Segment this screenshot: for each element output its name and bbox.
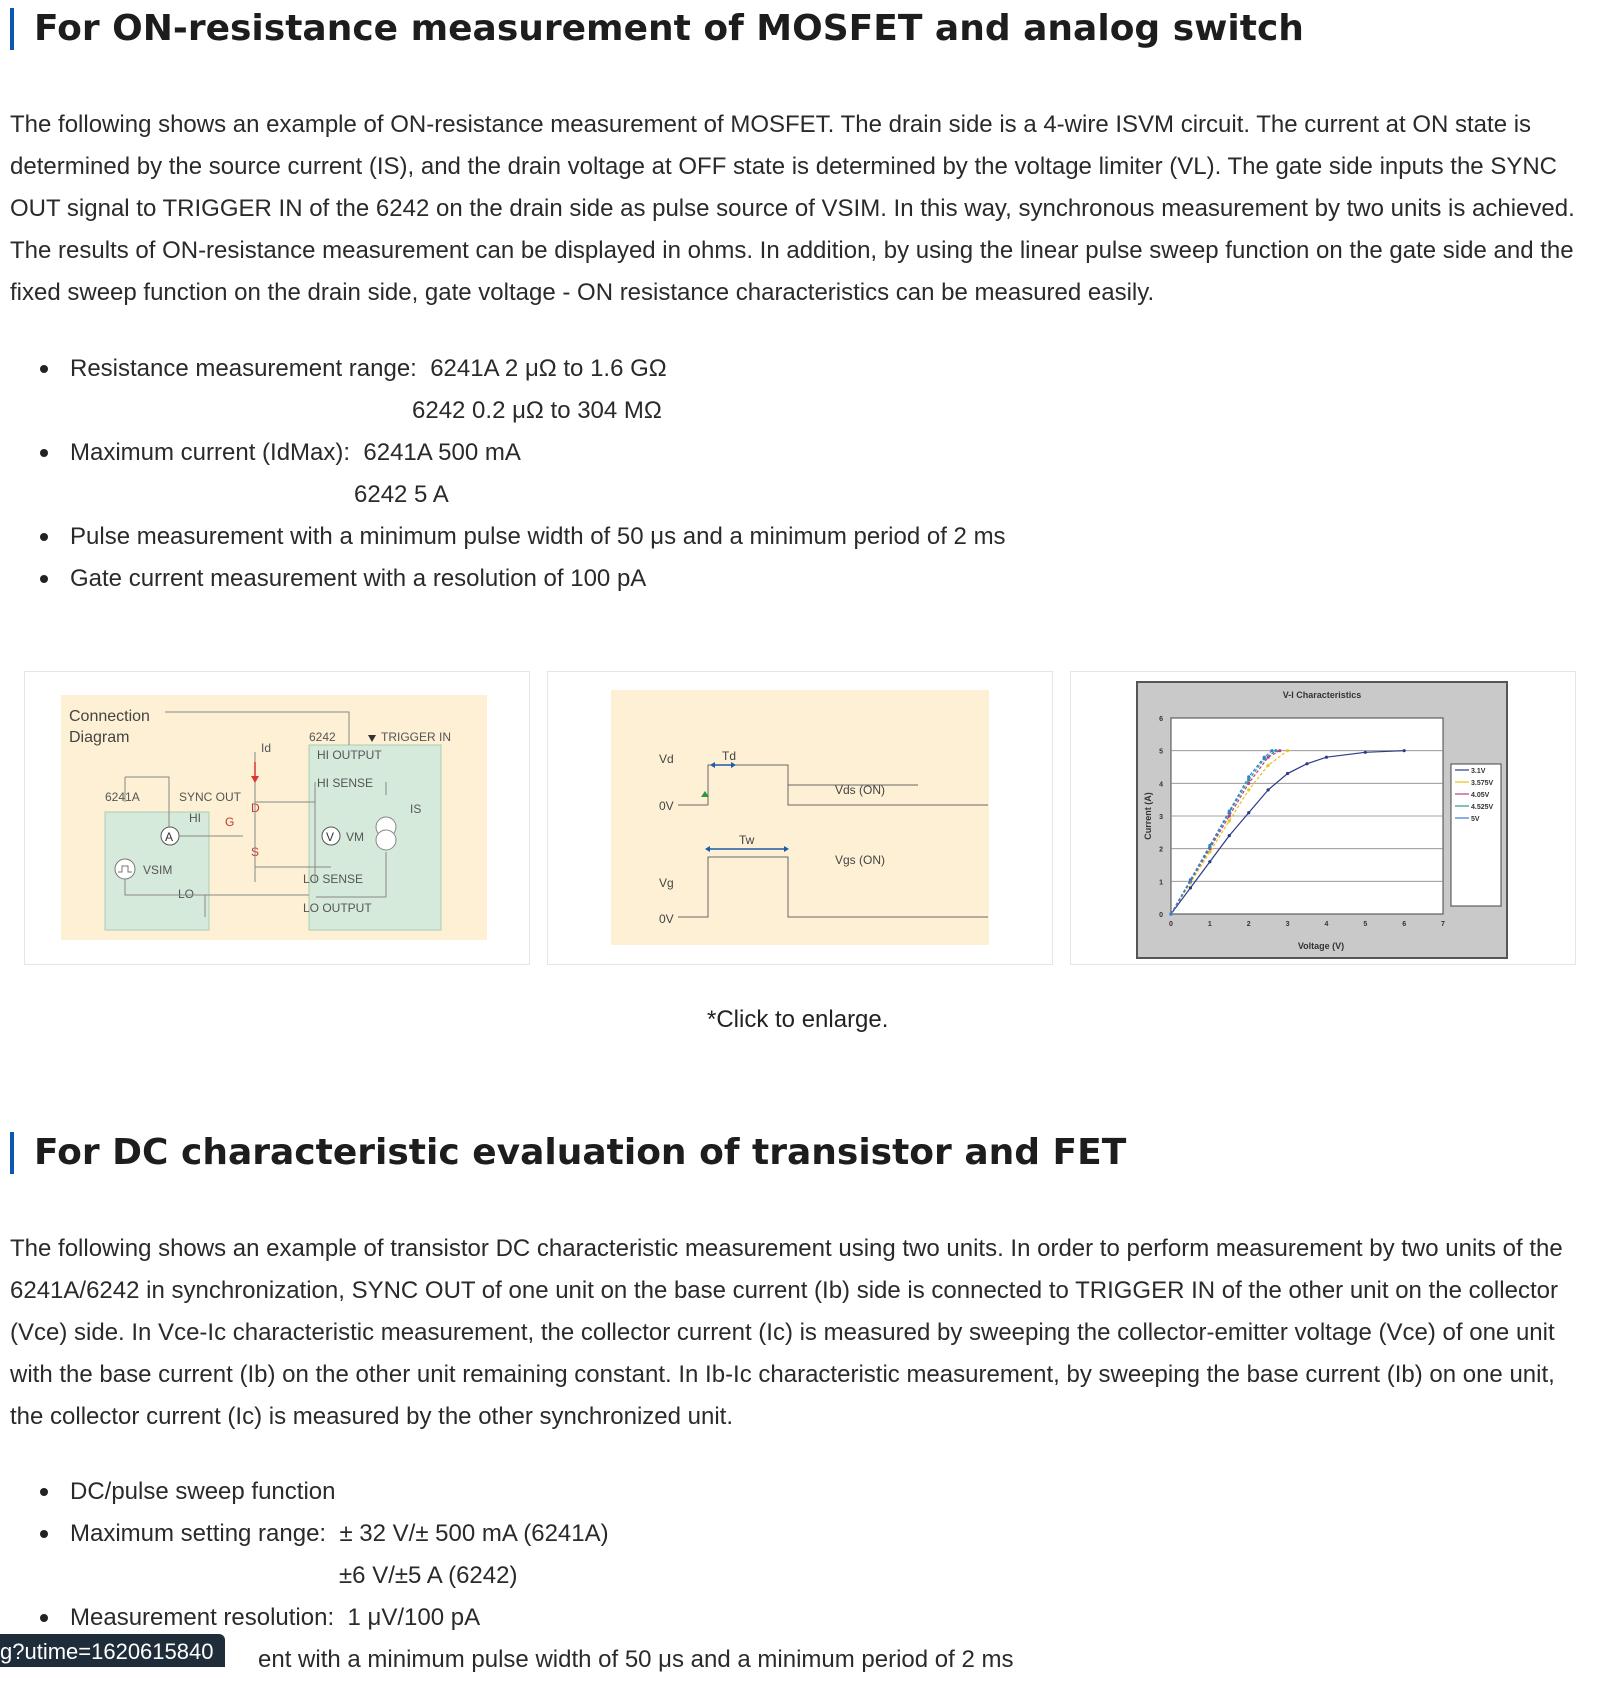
connection-diagram-thumbnail[interactable] [24, 671, 530, 965]
chart-x-tick: 7 [1441, 921, 1445, 928]
chart-x-tick: 0 [1169, 921, 1173, 928]
chart-point [1247, 811, 1250, 814]
spec-label: ent with a minimum pulse width of 50 μs and a minimum period of 2 ms [258, 1646, 1014, 1673]
spec-label: DC/pulse sweep function [70, 1478, 336, 1505]
chart-point [1286, 749, 1289, 752]
timing-diagram-thumbnail[interactable] [547, 671, 1053, 965]
chart-x-tick: 5 [1363, 921, 1368, 928]
spec-label: Resistance measurement range: [70, 355, 417, 382]
list-item [40, 558, 1006, 600]
label-tw: Tw [739, 833, 755, 847]
bullet-dot [40, 1530, 48, 1538]
list-item-continuation [40, 474, 1006, 516]
chart-y-tick: 1 [1159, 879, 1163, 887]
spec-label: Gate current measurement with a resolution of 100 pA [70, 565, 647, 592]
list-item [40, 348, 1006, 390]
spec-value: 6242 5 A [354, 481, 449, 508]
legend-label: 4.05V [1471, 792, 1490, 799]
chart-point [1228, 810, 1231, 813]
chart-x-tick: 3 [1285, 921, 1290, 928]
legend-label: 4.525V [1471, 804, 1494, 811]
bullet-dot [40, 1614, 48, 1622]
chart-point [1228, 814, 1231, 817]
label-hi-output: HI OUTPUT [317, 748, 382, 762]
chart-point [1270, 749, 1273, 752]
spec-list-on-resistance [40, 348, 1006, 600]
spec-value: ± 32 V/± 500 mA (6241A) [339, 1520, 609, 1547]
list-item [40, 1471, 1013, 1513]
list-item [40, 432, 1006, 474]
chart-point [1208, 860, 1211, 863]
label-v: V [326, 830, 335, 844]
chart-point [1208, 844, 1211, 847]
spec-value: 6241A 2 μΩ to 1.6 GΩ [430, 355, 667, 382]
chart-point [1247, 775, 1250, 778]
label-6242: 6242 [309, 730, 336, 744]
label-lo-output: LO OUTPUT [303, 901, 372, 915]
vi-characteristics-thumbnail[interactable] [1070, 671, 1576, 965]
chart-point [1325, 756, 1328, 759]
legend-label: 3.1V [1471, 768, 1486, 775]
label-lo-sense: LO SENSE [303, 872, 364, 886]
chart-point [1286, 772, 1289, 775]
chart-point [1267, 788, 1270, 791]
bullet-dot [40, 533, 48, 541]
chart-point [1403, 749, 1406, 752]
label-a: A [165, 830, 174, 844]
spec-label: Measurement resolution: [70, 1604, 335, 1631]
label-0v: 0V [659, 912, 674, 926]
label-d: D [251, 801, 260, 815]
chart-point [1228, 834, 1231, 837]
chart-x-label: Voltage (V) [1297, 941, 1345, 951]
spec-value: 6241A 500 mA [363, 439, 521, 466]
chart-point [1267, 764, 1270, 767]
label-trigger-in: TRIGGER IN [381, 730, 452, 744]
chart-point [1169, 912, 1172, 915]
bullet-dot [40, 449, 48, 457]
chart-y-tick: 4 [1159, 781, 1163, 789]
chart-y-tick: 5 [1159, 748, 1163, 756]
chart-point [1189, 886, 1192, 889]
bullet-dot [40, 575, 48, 583]
chart-x-tick: 4 [1324, 921, 1329, 928]
diagram-title: Connection [69, 708, 150, 725]
chart-x-tick: 1 [1207, 921, 1212, 928]
list-item [40, 1597, 1013, 1639]
label-vg: Vg [659, 876, 674, 890]
chart-y-tick: 3 [1159, 814, 1163, 821]
chart-point [1208, 850, 1211, 853]
chart-y-tick: 2 [1159, 846, 1163, 854]
chart-y-label: Current (A) [1143, 792, 1153, 840]
list-item [40, 516, 1006, 558]
label-hi-sense: HI SENSE [317, 776, 374, 790]
label-vsim: VSIM [143, 863, 173, 877]
label-is: IS [410, 802, 422, 816]
label-hi: HI [189, 811, 201, 825]
chart-point [1189, 878, 1192, 881]
chart-y-tick: 0 [1159, 912, 1163, 919]
label-td: Td [722, 749, 737, 763]
chart-point [1274, 749, 1277, 752]
chart-point [1278, 749, 1281, 752]
label-id: Id [261, 741, 272, 755]
legend-label: 3.575V [1471, 780, 1494, 787]
label-vds-on: Vds (ON) [835, 783, 886, 797]
click-to-enlarge-note: *Click to enlarge. [707, 1006, 889, 1033]
section-paragraph-dc-characteristic: The following shows an example of transistor DC characteristic measurement using two units. In order to perform measurement by two units of the 6241A/6242 in synchronization, SYNC OUT of one unit on the base current (Ib) side is connected to TRIGGER IN of the other unit on the collector (Vce) side. In Vce-Ic characteristic measurement, the collector current (Ic) is measured by sweeping the collector-emitter voltage (Vce) of one unit with the base current (Ib) on the other unit remaining constant. In Ib-Ic characteristic measurement, by sweeping the base current (Ib) on one unit, the collector current (Ic) is measured by the other synchronized unit. [10, 1235, 1563, 1430]
chart-point [1364, 751, 1367, 754]
section-heading-on-resistance: For ON-resistance measurement of MOSFET and analog switch [10, 8, 1304, 50]
spec-value: 1 μV/100 pA [347, 1604, 481, 1631]
chart-title: V-I Characteristics [1282, 690, 1362, 700]
spec-label: Maximum setting range: [70, 1520, 327, 1547]
chart-point [1305, 762, 1308, 765]
spec-label: Pulse measurement with a minimum pulse width of 50 μs and a minimum period of 2 ms [70, 523, 1006, 550]
bullet-dot [40, 1488, 48, 1496]
list-item-continuation [40, 1555, 1013, 1597]
label-lo: LO [178, 887, 195, 901]
status-url-tooltip: g?utime=1620615840 [0, 1634, 225, 1667]
chart-point [1263, 756, 1266, 759]
legend-label: 5V [1471, 816, 1480, 823]
label-vgs-on: Vgs (ON) [835, 853, 886, 867]
section-heading-dc-characteristic: For DC characteristic evaluation of transistor and FET [10, 1132, 1126, 1174]
label-vd: Vd [659, 752, 674, 766]
label-s: S [251, 845, 260, 859]
list-item-continuation [40, 390, 1006, 432]
diagram-title: Diagram [69, 729, 130, 746]
spec-value: ±6 V/±5 A (6242) [339, 1562, 518, 1589]
label-vm: VM [346, 830, 364, 844]
chart-point [1228, 819, 1231, 822]
label-sync-out: SYNC OUT [179, 790, 242, 804]
chart-x-tick: 2 [1246, 921, 1251, 928]
spec-label: Maximum current (IdMax): [70, 439, 351, 466]
chart-point [1247, 788, 1250, 791]
label-6241a: 6241A [105, 790, 140, 804]
label-g: G [225, 815, 235, 829]
chart-y-tick: 6 [1159, 716, 1163, 723]
pulse-source-icon [115, 859, 135, 879]
label-0v: 0V [659, 799, 674, 813]
spec-value: 6242 0.2 μΩ to 304 MΩ [412, 397, 662, 424]
section-paragraph-on-resistance: The following shows an example of ON-resistance measurement of MOSFET. The drain side is a 4-wire ISVM circuit. The current at ON state is determined by the source current (IS), and the drain voltage at OFF state is determined by the voltage limiter (VL). The gate side inputs the SYNC OUT signal to TRIGGER IN of the 6242 on the drain side as pulse source of VSIM. In this way, synchronous measurement by two units is achieved. The results of ON-resistance measurement can be displayed in ohms. In addition, by using the linear pulse sweep function on the gate side and the fixed sweep function on the drain side, gate voltage - ON resistance characteristics can be measured easily. [10, 111, 1575, 306]
vi-characteristics-chart [1071, 672, 1575, 964]
list-item [40, 1513, 1013, 1555]
bullet-dot [40, 365, 48, 373]
chart-x-tick: 6 [1402, 921, 1407, 928]
